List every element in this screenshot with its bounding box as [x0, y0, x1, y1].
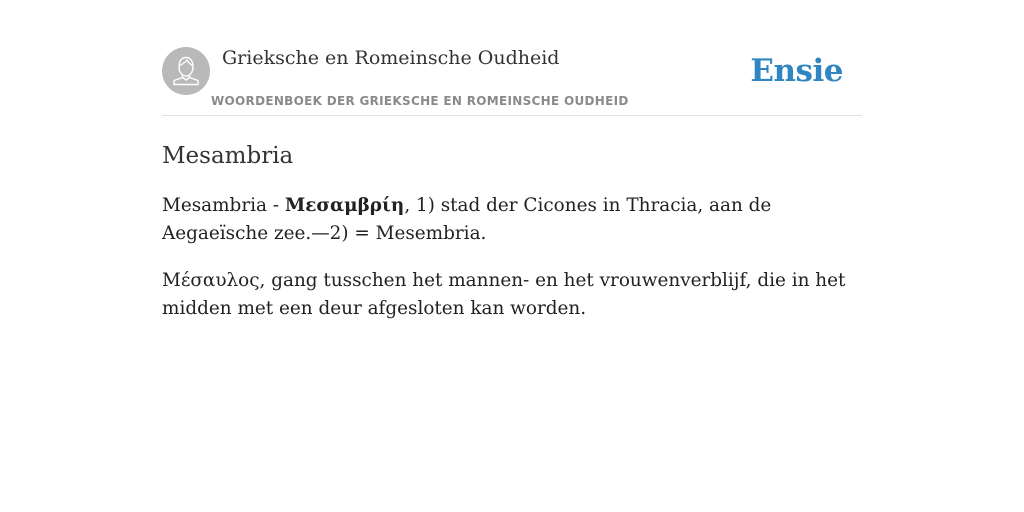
user-icon[interactable]	[162, 47, 210, 95]
greek-term: Μεσαμβρίη	[284, 195, 405, 216]
page	[162, 0, 862, 323]
source-dictionary[interactable]: WOORDENBOEK DER GRIEKSCHE EN ROMEINSCHE OUDHEID	[211, 94, 629, 108]
definition-text: , 1) stad der Cicones in Thracia, aan de Aegaeïsche zee.—2) = Mesembria.	[162, 195, 772, 244]
definition-paragraph	[162, 192, 862, 248]
header	[162, 47, 862, 116]
second-paragraph: Μέσαυλος, gang tusschen het mannen- en het vrouwenverblijf, die in het midden met een deur afgesloten kan worden.	[162, 270, 846, 319]
definition-lead: Mesambria -	[162, 195, 285, 216]
author-name[interactable]: Grieksche en Romeinsche Oudheid	[222, 47, 560, 69]
ensie-logo[interactable]: Ensie	[750, 53, 843, 89]
page-title: Mesambria	[162, 143, 294, 169]
